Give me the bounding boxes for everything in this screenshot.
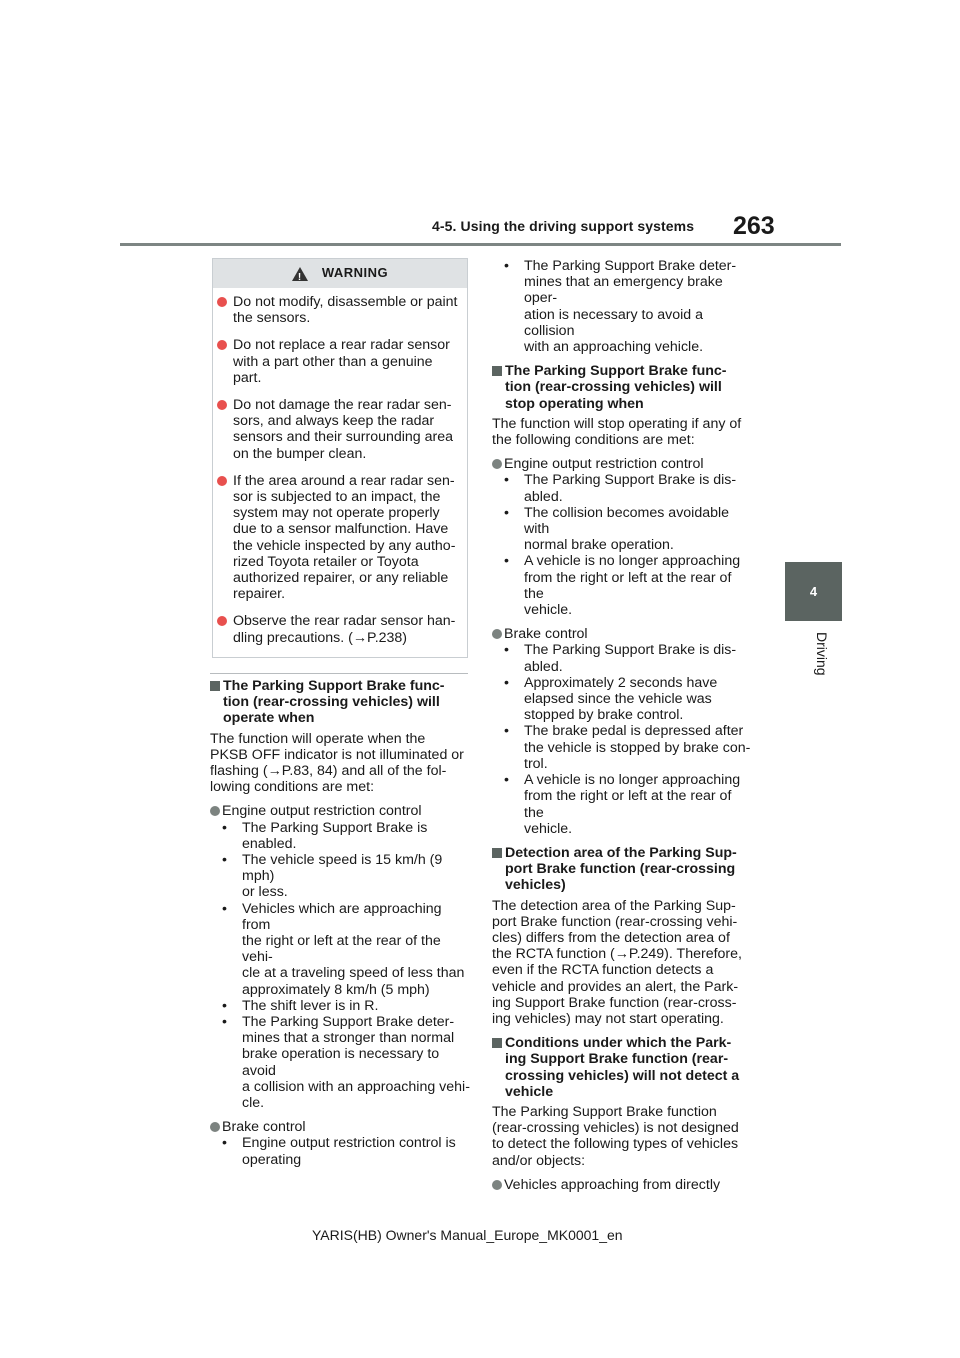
text-line: Engine output restriction control is	[242, 1135, 456, 1152]
bullet-item	[492, 626, 754, 642]
text-line: the vehicle inspected by any autho-	[233, 537, 456, 554]
sub-bullet-item	[210, 998, 472, 1014]
text-line: Do not replace a rear radar sensor	[233, 337, 450, 354]
square-marker-icon	[492, 1038, 502, 1048]
gray-bullet-icon	[492, 459, 502, 469]
text-line: flashing (→P.83, 84) and all of the fol-	[210, 763, 447, 780]
warning-triangle-icon: !	[292, 267, 308, 281]
text-line: mines that a stronger than normal	[242, 1030, 455, 1047]
subsection-heading	[492, 363, 754, 412]
red-bullet-icon	[217, 616, 227, 626]
small-bullet-icon: •	[504, 504, 509, 521]
text-line: tion (rear-crossing vehicles) will	[223, 694, 440, 711]
bullet-item	[492, 456, 754, 472]
sub-bullet-item	[492, 553, 754, 618]
small-bullet-icon: •	[504, 772, 509, 789]
paragraph	[492, 898, 754, 1028]
warning-box	[212, 258, 468, 658]
text-line: PKSB OFF indicator is not illuminated or	[210, 746, 464, 763]
text-line: Conditions under which the Park-	[505, 1035, 732, 1052]
chapter-tab-label: Driving	[814, 632, 830, 676]
text-line: normal brake operation.	[524, 537, 674, 554]
text-line: on the bumper clean.	[233, 445, 367, 462]
sub-bullet-item	[492, 642, 754, 674]
text-line: Brake control	[504, 626, 588, 643]
text-line: port Brake function (rear-crossing	[505, 861, 736, 878]
text-line: ation is necessary to avoid a collision	[524, 306, 704, 339]
text-line: Detection area of the Parking Sup-	[505, 844, 737, 861]
header-rule	[120, 243, 841, 246]
text-line: Vehicles which are approaching from	[242, 900, 442, 933]
warning-item	[217, 613, 461, 645]
text-line: ing Support Brake function (rear-	[505, 1051, 729, 1068]
small-bullet-icon: •	[504, 674, 509, 691]
warning-item	[217, 337, 461, 386]
text-line: vehicle and provides an alert, the Park-	[492, 978, 739, 995]
text-line: A vehicle is no longer approaching	[524, 772, 741, 789]
text-line: The function will stop operating if any of	[492, 415, 742, 432]
text-line: The shift lever is in R.	[242, 997, 379, 1014]
text-line: The Parking Support Brake is	[242, 819, 428, 836]
small-bullet-icon: •	[222, 1014, 227, 1031]
small-bullet-icon: •	[222, 1135, 227, 1152]
subsection-heading	[492, 845, 754, 894]
text-line: ing vehicles) may not start operating.	[492, 1010, 724, 1027]
text-line: vehicle	[505, 1083, 554, 1100]
bullet-item	[210, 1119, 472, 1135]
small-bullet-icon: •	[504, 642, 509, 659]
text-line: the following conditions are met:	[492, 432, 695, 449]
paragraph	[492, 416, 754, 448]
text-line: The detection area of the Parking Sup-	[492, 897, 736, 914]
sub-bullet-item	[210, 1135, 472, 1167]
text-line: The Parking Support Brake func-	[223, 678, 445, 694]
text-line: stop operating when	[505, 395, 644, 412]
text-line: (rear-crossing vehicles) is not designed	[492, 1120, 739, 1137]
small-bullet-icon: •	[222, 819, 227, 836]
small-bullet-icon: •	[504, 258, 509, 274]
text-line: with an approaching vehicle.	[524, 339, 704, 356]
text-line: The Parking Support Brake is dis-	[524, 642, 737, 659]
small-bullet-icon: •	[504, 472, 509, 489]
text-line: abled.	[524, 488, 563, 505]
chapter-tab-number: 4	[785, 562, 842, 621]
text-line: cles) differs from the detection area of	[492, 929, 730, 946]
text-line: authorized repairer, or any reliable	[233, 570, 449, 587]
text-line: If the area around a rear radar sen-	[233, 472, 455, 489]
sub-bullet-item	[492, 258, 754, 355]
warning-item	[217, 473, 461, 603]
text-line: vehicle.	[524, 602, 573, 619]
text-line: abled.	[524, 658, 563, 675]
text-line: trol.	[524, 755, 548, 772]
small-bullet-icon: •	[222, 900, 227, 917]
red-bullet-icon	[217, 340, 227, 350]
bullet-item	[210, 803, 472, 819]
text-line: The Parking Support Brake deter-	[242, 1014, 455, 1031]
text-line: cle.	[242, 1095, 265, 1112]
text-line: Approximately 2 seconds have	[524, 674, 718, 691]
text-line: sor is subjected to an impact, the	[233, 489, 441, 506]
section-divider	[210, 673, 468, 674]
text-line: The Parking Support Brake deter-	[524, 258, 737, 274]
text-line: operate when	[223, 710, 315, 727]
text-line: The vehicle speed is 15 km/h (9 mph)	[242, 852, 443, 885]
square-marker-icon	[492, 366, 502, 376]
text-line: Observe the rear radar sensor han-	[233, 613, 456, 630]
warning-item	[217, 397, 461, 462]
text-line: The Parking Support Brake is dis-	[524, 472, 737, 489]
sub-bullet-item	[210, 1014, 472, 1111]
small-bullet-icon: •	[504, 553, 509, 570]
small-bullet-icon: •	[222, 997, 227, 1014]
paragraph	[492, 1104, 754, 1169]
sub-bullet-item	[492, 472, 754, 504]
sub-bullet-item	[210, 852, 472, 901]
section-title: 4-5. Using the driving support systems	[432, 218, 695, 234]
footer-manual-id: YARIS(HB) Owner's Manual_Europe_MK0001_en	[312, 1227, 623, 1243]
text-line: from the right or left at the rear of the	[524, 788, 732, 821]
page-number: 263	[733, 212, 775, 240]
text-line: ing Support Brake function (rear-cross-	[492, 994, 737, 1011]
text-line: the right or left at the rear of the vehi-	[242, 933, 441, 966]
text-line: stopped by brake control.	[524, 707, 684, 724]
text-line: Do not modify, disassemble or paint	[233, 294, 458, 310]
text-line: the RCTA function (→P.249). Therefore,	[492, 946, 742, 963]
small-bullet-icon: •	[504, 723, 509, 740]
text-line: the sensors.	[233, 310, 311, 327]
gray-bullet-icon	[492, 1180, 502, 1190]
text-line: crossing vehicles) will not detect a	[505, 1067, 740, 1084]
text-line: lowing conditions are met:	[210, 779, 375, 796]
text-line: system may not operate properly	[233, 505, 440, 522]
text-line: dling precautions. (→P.238)	[233, 629, 408, 646]
text-line: cle at a traveling speed of less than	[242, 965, 465, 982]
text-line: brake operation is necessary to avoid	[242, 1046, 440, 1079]
text-line: the vehicle is stopped by brake con-	[524, 739, 751, 756]
text-line: Engine output restriction control	[222, 803, 422, 820]
text-line: to detect the following types of vehicles	[492, 1136, 739, 1153]
text-line: or less.	[242, 884, 288, 901]
red-bullet-icon	[217, 400, 227, 410]
gray-bullet-icon	[492, 629, 502, 639]
warning-header	[213, 259, 467, 288]
text-line: even if the RCTA function detects a	[492, 962, 714, 979]
text-line: The Parking Support Brake function	[492, 1103, 717, 1120]
text-line: operating	[242, 1151, 302, 1168]
sub-bullet-item	[492, 772, 754, 837]
text-line: sors, and always keep the radar	[233, 413, 435, 430]
text-line: sensors and their surrounding area	[233, 429, 454, 446]
text-line: mines that an emergency brake oper-	[524, 274, 723, 307]
text-line: enabled.	[242, 835, 297, 852]
right-column	[492, 258, 754, 1193]
sub-bullet-item	[492, 505, 754, 554]
sub-bullet-item	[492, 675, 754, 724]
text-line: Do not damage the rear radar sen-	[233, 397, 452, 414]
text-line: with a part other than a genuine	[233, 353, 433, 370]
text-line: part.	[233, 369, 262, 386]
warning-item	[217, 294, 461, 326]
square-marker-icon	[492, 848, 502, 858]
paragraph	[210, 731, 472, 796]
bullet-item	[492, 1177, 754, 1193]
text-line: port Brake function (rear-crossing vehi-	[492, 913, 738, 930]
text-line: due to a sensor malfunction. Have	[233, 521, 449, 538]
text-line: A vehicle is no longer approaching	[524, 553, 741, 570]
text-line: tion (rear-crossing vehicles) will	[505, 379, 722, 396]
sub-bullet-item	[210, 901, 472, 998]
text-line: vehicle.	[524, 820, 573, 837]
subsection-heading	[210, 678, 472, 727]
small-bullet-icon: •	[222, 852, 227, 869]
text-line: from the right or left at the rear of the	[524, 569, 732, 602]
text-line: and/or objects:	[492, 1152, 586, 1169]
red-bullet-icon	[217, 476, 227, 486]
gray-bullet-icon	[210, 806, 220, 816]
sub-bullet-item	[210, 820, 472, 852]
text-line: The brake pedal is depressed after	[524, 723, 744, 740]
gray-bullet-icon	[210, 1122, 220, 1132]
text-line: vehicles)	[505, 877, 566, 894]
text-line: rized Toyota retailer or Toyota	[233, 553, 419, 570]
left-column	[210, 678, 472, 1168]
text-line: Vehicles approaching from directly	[504, 1176, 721, 1193]
text-line: elapsed since the vehicle was	[524, 691, 712, 708]
text-line: The function will operate when the	[210, 730, 426, 747]
text-line: The Parking Support Brake func-	[505, 363, 727, 380]
warning-title: WARNING	[321, 265, 389, 281]
square-marker-icon	[210, 681, 220, 691]
text-line: approximately 8 km/h (5 mph)	[242, 981, 430, 998]
subsection-heading	[492, 1035, 754, 1100]
sub-bullet-item	[492, 723, 754, 772]
text-line: Brake control	[222, 1119, 306, 1136]
text-line: Engine output restriction control	[504, 456, 704, 473]
text-line: The collision becomes avoidable with	[524, 504, 730, 538]
red-bullet-icon	[217, 297, 227, 307]
text-line: repairer.	[233, 586, 286, 603]
warning-items	[213, 288, 467, 646]
text-line: a collision with an approaching vehi-	[242, 1078, 470, 1095]
